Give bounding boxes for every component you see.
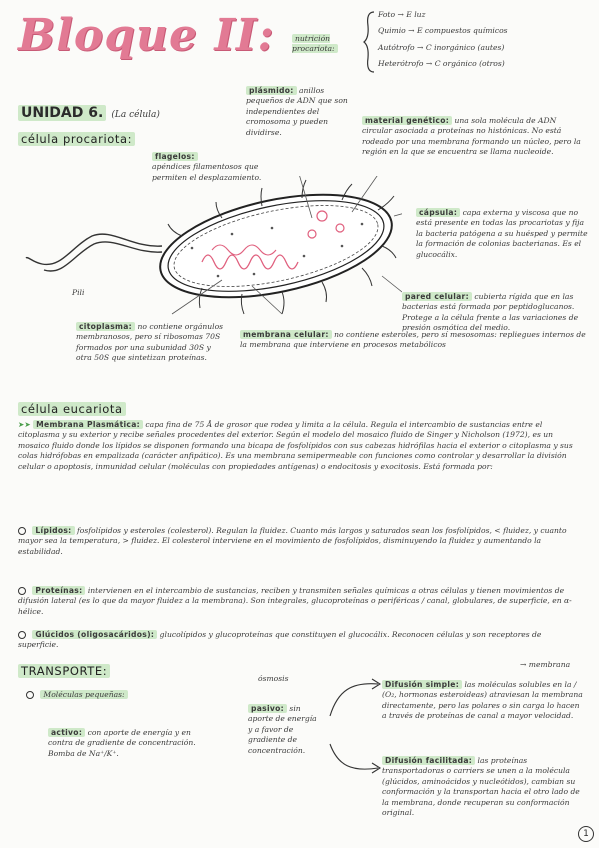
glucids-label: Glúcidos (oligosacáridos):	[32, 630, 157, 639]
page-title: Bloque II:	[18, 10, 275, 61]
nutrition-row: Quimio → E compuestos químicos	[378, 26, 508, 36]
genetic-text: una sola molécula de ADN circular asociada a proteínas no histónicas. No está rodeado por una membrana formando un núcleo, pero la región en la que se encuentra se llama nucleoide.	[362, 116, 581, 157]
plasma-text: capa fina de 75 Å de grosor que rodea y limita a la célula. Regula el intercambio de sustancias entre el citoplasma y su exterior y recibe señales procedentes del exterior. Según el modelo del mosaico fluido de Singer y Nicholson (1972), es un mosaico fluido donde los lípidos se disponen formando una bicapa de fosfolípidos con sus cabezas hidrófilas hacia el exterior o citoplasma y sus colas hidrófobas en empalizada (carácter anfipático). Es una membrana semipermeable con funciones como controlar y desarrollar la división celular o apoptosis, inmunidad celular (moléculas con propiedades antígenas) o endocitosis y exocitosis. Está formada por:	[18, 420, 573, 471]
cytoplasm-note	[76, 322, 226, 364]
simple-diffusion-note	[382, 680, 586, 722]
transport-heading	[18, 664, 110, 678]
active-text: con aporte de energía y en contra de gradiente de concentración. Bomba de Na⁺/K⁺.	[48, 728, 196, 758]
nutrition-row: Foto → E luz	[378, 10, 426, 19]
nutrition-label-text: nutrición procariota:	[292, 34, 338, 53]
pili-label-text: Pili	[72, 288, 85, 297]
transport-arrows	[318, 676, 388, 786]
brace-icon	[362, 10, 376, 74]
proteins-label: Proteínas:	[32, 586, 85, 595]
nutrition-desc: C inorgánico (autes)	[425, 42, 505, 52]
bullet-icon	[18, 631, 26, 639]
simple-label: Difusión simple:	[382, 680, 462, 689]
bullet-icon	[18, 587, 26, 595]
flagella-label: flagelos:	[152, 152, 198, 161]
pili-label	[72, 288, 84, 298]
lipids-item	[18, 526, 584, 557]
eukaryote-heading-text: célula eucariota	[18, 402, 126, 416]
nutrition-desc: E luz	[406, 10, 426, 19]
small-molecules-text: Moléculas pequeñas:	[40, 690, 127, 699]
nutrition-term: Autótrofo	[378, 42, 415, 52]
capsule-label: cápsula:	[416, 208, 460, 217]
bullet-icon	[26, 691, 34, 699]
capsule-note	[416, 208, 588, 260]
membrane-text: no contiene esteroles, pero sí mesosomas: repliegues internos de la membrana que interviene en procesos metabólicos	[240, 330, 586, 350]
genetic-label: material genético:	[362, 116, 452, 125]
nutrition-label	[292, 34, 362, 55]
plasma-membrane-block	[18, 420, 584, 472]
nutrition-term: Heterótrofo	[378, 59, 424, 69]
prokaryote-heading	[18, 132, 135, 146]
plasma-label: Membrana Plasmática:	[33, 420, 143, 429]
nutrition-term: Quimio	[378, 26, 406, 36]
active-transport-note	[48, 728, 198, 759]
genetic-note	[362, 116, 584, 158]
membrane-note	[240, 330, 590, 351]
active-label: activo:	[48, 728, 85, 737]
unit-heading	[18, 102, 160, 121]
plasmid-label: plásmido:	[246, 86, 297, 95]
cytoplasm-label: citoplasma:	[76, 322, 135, 331]
transport-heading-text: TRANSPORTE:	[18, 664, 110, 678]
wall-text: cubierta rígida que en las bacterias está formada por peptidoglucanos. Protege a la célula frente a las variaciones de presión osmótica del medio.	[402, 292, 579, 333]
facilitated-text: las proteínas transportadoras o carriers se unen a la molécula (glúcidos, aminoácidos y nucleótidos), cambian su conformación y la transportan hacia el otro lado de la membrana, donde recuperan su conformación original.	[382, 756, 580, 818]
lipids-label: Lípidos:	[32, 526, 74, 535]
capsule-text: capa externa y viscosa que no está presente en todas las procariotas y fija la bacteria patógena a su huésped y permite la formación de colonias bacterianas. Es el glucocálix.	[416, 208, 588, 259]
unit-label: UNIDAD 6.	[18, 105, 106, 121]
osmosis-label: ósmosis	[258, 674, 289, 683]
page-number: 1	[578, 826, 594, 842]
nutrition-row: Heterótrofo → C orgánico (otros)	[378, 59, 505, 69]
wall-note	[402, 292, 588, 334]
facilitated-label: Difusión facilitada:	[382, 756, 475, 765]
prokaryote-heading-text: célula procariota:	[18, 132, 135, 146]
plasmid-text: anillos pequeños de ADN que son independientes del cromosoma y pueden dividirse.	[246, 86, 348, 137]
small-molecules-label	[26, 690, 128, 700]
wall-label: pared celular:	[402, 292, 472, 301]
lipids-text: fosfolípidos y esteroles (colesterol). Regulan la fluidez. Cuanto más largos y saturados sean los fosfolípidos, < fluidez, y cuanto mayor sea la temperatura, > fluidez. El colesterol interviene en el movimiento de fosfolípidos, disminuyendo la fluidez y aumentando la estabilidad.	[18, 526, 567, 556]
simple-text: las moléculas solubles en la / (O₂, hormonas esteroideas) atraviesan la membrana directamente, pero las polares o sin carga lo hacen a través de proteínas de canal a mayor velocidad.	[382, 680, 583, 721]
membrane-label: membrana celular:	[240, 330, 332, 339]
nutrition-term: Foto	[378, 10, 396, 19]
nutrition-desc: C orgánico (otros)	[434, 59, 505, 69]
plasmid-note	[246, 86, 350, 138]
nutrition-desc: E compuestos químicos	[416, 26, 508, 36]
passive-transport-note	[248, 704, 320, 756]
bullet-icon	[18, 527, 26, 535]
arrow-icon: ➤➤	[18, 420, 31, 429]
glucids-item	[18, 630, 584, 651]
nutrition-row: Autótrofo → C inorgánico (autes)	[378, 42, 505, 52]
facilitated-diffusion-note	[382, 756, 586, 818]
glucids-text: glucolípidos y glucoproteínas que constituyen el glucocálix. Reconocen células y son receptores de superficie.	[18, 630, 542, 650]
eukaryote-heading	[18, 402, 126, 416]
proteins-text: intervienen en el intercambio de sustancias, reciben y transmiten señales químicas a otras células y tienen movimientos de difusión lateral (es lo que da mayor fluidez a la membrana). Son integrales, glucoproteínas o periféricas / canal, globulares, de superficie, en α-hélice.	[18, 586, 572, 616]
bacterium-diagram	[22, 176, 402, 326]
unit-sub: (La célula)	[111, 110, 160, 120]
cytoplasm-text: no contiene orgánulos membranosos, pero sí ribosomas 70S formados por una subunidad 30S y otra 50S que sintetizan proteínas.	[76, 322, 224, 363]
flagella-text: apéndices filamentosos que permiten el desplazamiento.	[152, 162, 262, 182]
passive-label: pasivo:	[248, 704, 287, 713]
membrane-note-small: → membrana	[520, 660, 571, 669]
proteins-item	[18, 586, 584, 617]
passive-text: sin aporte de energía y a favor de gradiente de concentración.	[248, 704, 317, 755]
nutrition-list	[378, 10, 593, 70]
